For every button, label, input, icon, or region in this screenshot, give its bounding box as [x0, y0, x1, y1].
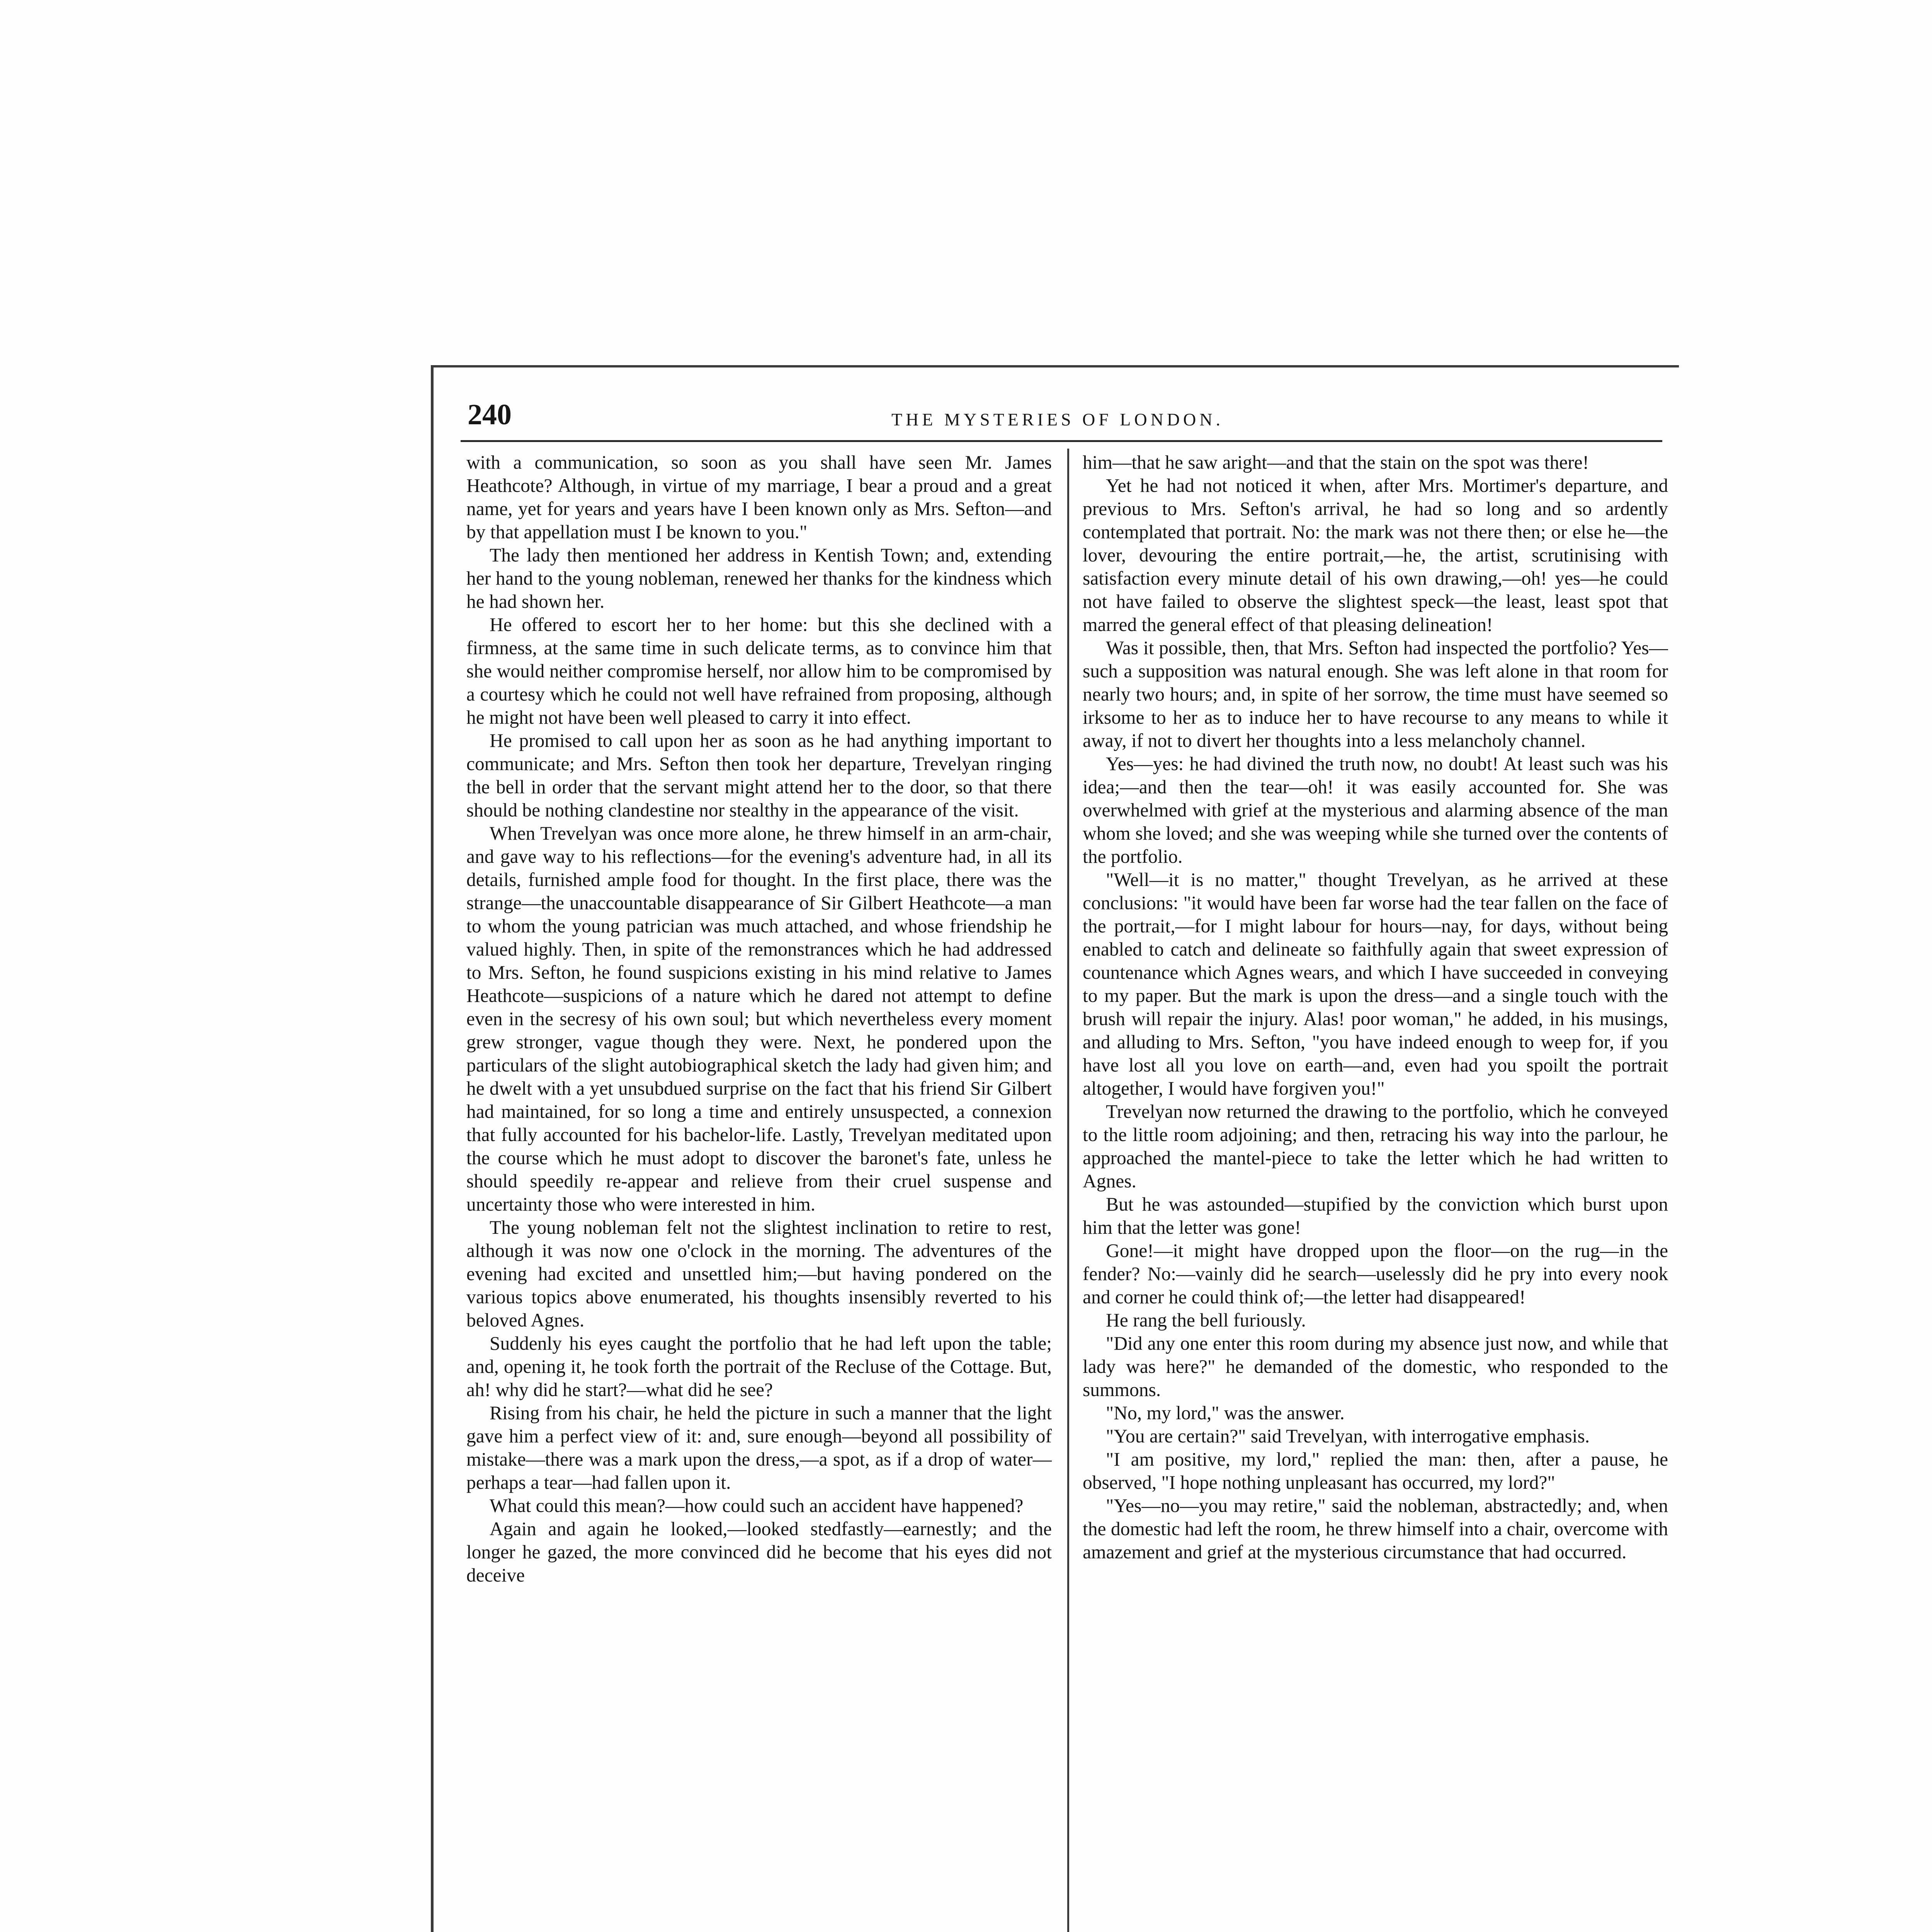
paragraph: Trevelyan now returned the drawing to the portfolio, which he conveyed to the little room adjoining; and then, retracing his way into the parlour, he approached the mantel-piece to take the letter which he had written to Agnes. — [1083, 1101, 1668, 1192]
paragraph: "Well—it is no matter," thought Trevelyan, as he arrived at these conclusions: "it would have been far worse had the tear fallen on the face of the portrait,—for I might labour for hours—nay, for days, without being enabled to catch and delineate so faithfully again that sweet expression of countenance which Agnes wears, and which I have succeeded in conveying to my paper. But the mark is upon the dress—and a single touch with the brush will repair the injury. Alas! poor woman," he added, in his musings, and alluding to Mrs. Sefton, "you have indeed enough to weep for, if you have lost all you love on earth—and, even had you spoilt the portrait altogether, I would have forgiven you!" — [1083, 869, 1668, 1099]
paragraph: But he was astounded—stupified by the conviction which burst upon him that the letter was gone! — [1083, 1194, 1668, 1238]
paragraph: "Yes—no—you may retire," said the nobleman, abstractedly; and, when the domestic had left the room, he threw himself into a chair, overcome with amazement and grief at the mysterious circumstance that had occurred. — [1083, 1495, 1668, 1563]
paragraph: Again and again he looked,—looked stedfastly—earnestly; and the longer he gazed, the more convinced did he become that his eyes did not deceive — [466, 1518, 1052, 1586]
paragraph: When Trevelyan was once more alone, he threw himself in an arm-chair, and gave way to his reflections—for the evening's adventure had, in all its details, furnished ample food for thought. In the first place, there was the strange—the unaccountable disappearance of Sir Gilbert Heathcote—a man to whom the young patrician was much attached, and whose friendship he valued highly. Then, in spite of the remonstrances which he had addressed to Mrs. Sefton, he found suspicions existing in his mind relative to James Heathcote—suspicions of a nature which he dared not attempt to define even in the secresy of his own soul; but which nevertheless every moment grew stronger, vague though they were. Next, he pondered upon the particulars of the slight autobiographical sketch the lady had given him; and he dwelt with a yet unsubdued surprise on the fact that his friend Sir Gilbert had maintained, for so long a time and entirely unsuspected, a connexion that fully accounted for his bachelor-life. Lastly, Trevelyan meditated upon the course which he must adopt to discover the baronet's fate, unless he should speedily re-appear and relieve from their cruel suspense and uncertainty those who were interested in him. — [466, 823, 1052, 1215]
paragraph: The lady then mentioned her address in Kentish Town; and, extending her hand to the young nobleman, renewed her thanks for the kindness which he had shown her. — [466, 544, 1052, 612]
left-column — [466, 451, 1052, 1932]
paragraph: "You are certain?" said Trevelyan, with interrogative emphasis. — [1106, 1425, 1590, 1447]
paragraph: He offered to escort her to her home: but this she declined with a firmness, at the same time in such delicate terms, as to convince him that she would neither compromise herself, nor allow him to be compromised by a courtesy which he could not well have refrained from proposing, although he might not have been well pleased to carry it into effect. — [466, 614, 1052, 728]
paragraph: with a communication, so soon as you shall have seen Mr. James Heathcote? Although, in virtue of my marriage, I bear a proud and a great name, yet for years and years have I been known only as Mrs. Sefton—and by that appellation must I be known to you." — [466, 452, 1052, 543]
page-header — [434, 367, 1682, 456]
paragraph: Yet he had not noticed it when, after Mrs. Mortimer's departure, and previous to Mrs. Sefton's arrival, he had so long and so ardently contemplated that portrait. No: the mark was not there then; or else he—the lover, devouring the entire portrait,—he, the artist, scrutinising with satisfaction every minute detail of his own drawing,—oh! yes—he could not have failed to observe the slightest speck—the least, least spot that marred the general effect of that pleasing delineation! — [1083, 475, 1668, 635]
paragraph: Was it possible, then, that Mrs. Sefton had inspected the portfolio? Yes—such a supposition was natural enough. She was left alone in that room for nearly two hours; and, in spite of her sorrow, the time must have seemed so irksome to her as to induce her to have recourse to any means to while it away, if not to divert her thoughts into a less melancholy channel. — [1083, 637, 1668, 751]
running-title: THE MYSTERIES OF LONDON. — [891, 410, 1224, 429]
paragraph: He promised to call upon her as soon as he had anything important to communicate; and Mrs. Sefton then took her departure, Trevelyan ringing the bell in order that the servant might attend her to the door, so that there should be nothing clandestine nor stealthy in the appearance of the visit. — [466, 730, 1052, 821]
book-page — [431, 365, 1679, 1932]
paragraph: The young nobleman felt not the slightest inclination to retire to rest, although it was now one o'clock in the morning. The adventures of the evening had excited and unsettled him;—but having pondered on the various topics above enumerated, his thoughts insensibly reverted to his beloved Agnes. — [466, 1217, 1052, 1331]
paragraph: Gone!—it might have dropped upon the floor—on the rug—in the fender? No:—vainly did he search—uselessly did he pry into every nook and corner he could think of;—the letter had disappeared! — [1083, 1240, 1668, 1308]
paragraph: "No, my lord," was the answer. — [1106, 1402, 1345, 1423]
paragraph: him—that he saw aright—and that the stain on the spot was there! — [1083, 452, 1589, 473]
column-divider — [1067, 449, 1069, 1932]
paragraph: He rang the bell furiously. — [1106, 1310, 1306, 1331]
paragraph: Yes—yes: he had divined the truth now, no doubt! At least such was his idea;—and then the tear—oh! it was easily accounted for. She was overwhelmed with grief at the mysterious and alarming absence of the man whom she loved; and she was weeping while she turned over the contents of the portfolio. — [1083, 753, 1668, 867]
paragraph: What could this mean?—how could such an accident have happened? — [490, 1495, 1024, 1516]
right-column — [1083, 451, 1668, 1932]
paragraph: "I am positive, my lord," replied the man: then, after a pause, he observed, "I hope nothing unpleasant has occurred, my lord?" — [1083, 1449, 1668, 1493]
page-number: 240 — [468, 398, 512, 431]
paragraph: Suddenly his eyes caught the portfolio that he had left upon the table; and, opening it, he took forth the portrait of the Recluse of the Cottage. But, ah! why did he start?—what did he see? — [466, 1333, 1052, 1400]
paragraph: "Did any one enter this room during my absence just now, and while that lady was here?" he demanded of the domestic, who responded to the summons. — [1083, 1333, 1668, 1400]
header-rule — [461, 440, 1662, 442]
paragraph: Rising from his chair, he held the picture in such a manner that the light gave him a perfect view of it: and, sure enough—beyond all possibility of mistake—there was a mark upon the dress,—a spot, as if a drop of water—perhaps a tear—had fallen upon it. — [466, 1402, 1052, 1493]
